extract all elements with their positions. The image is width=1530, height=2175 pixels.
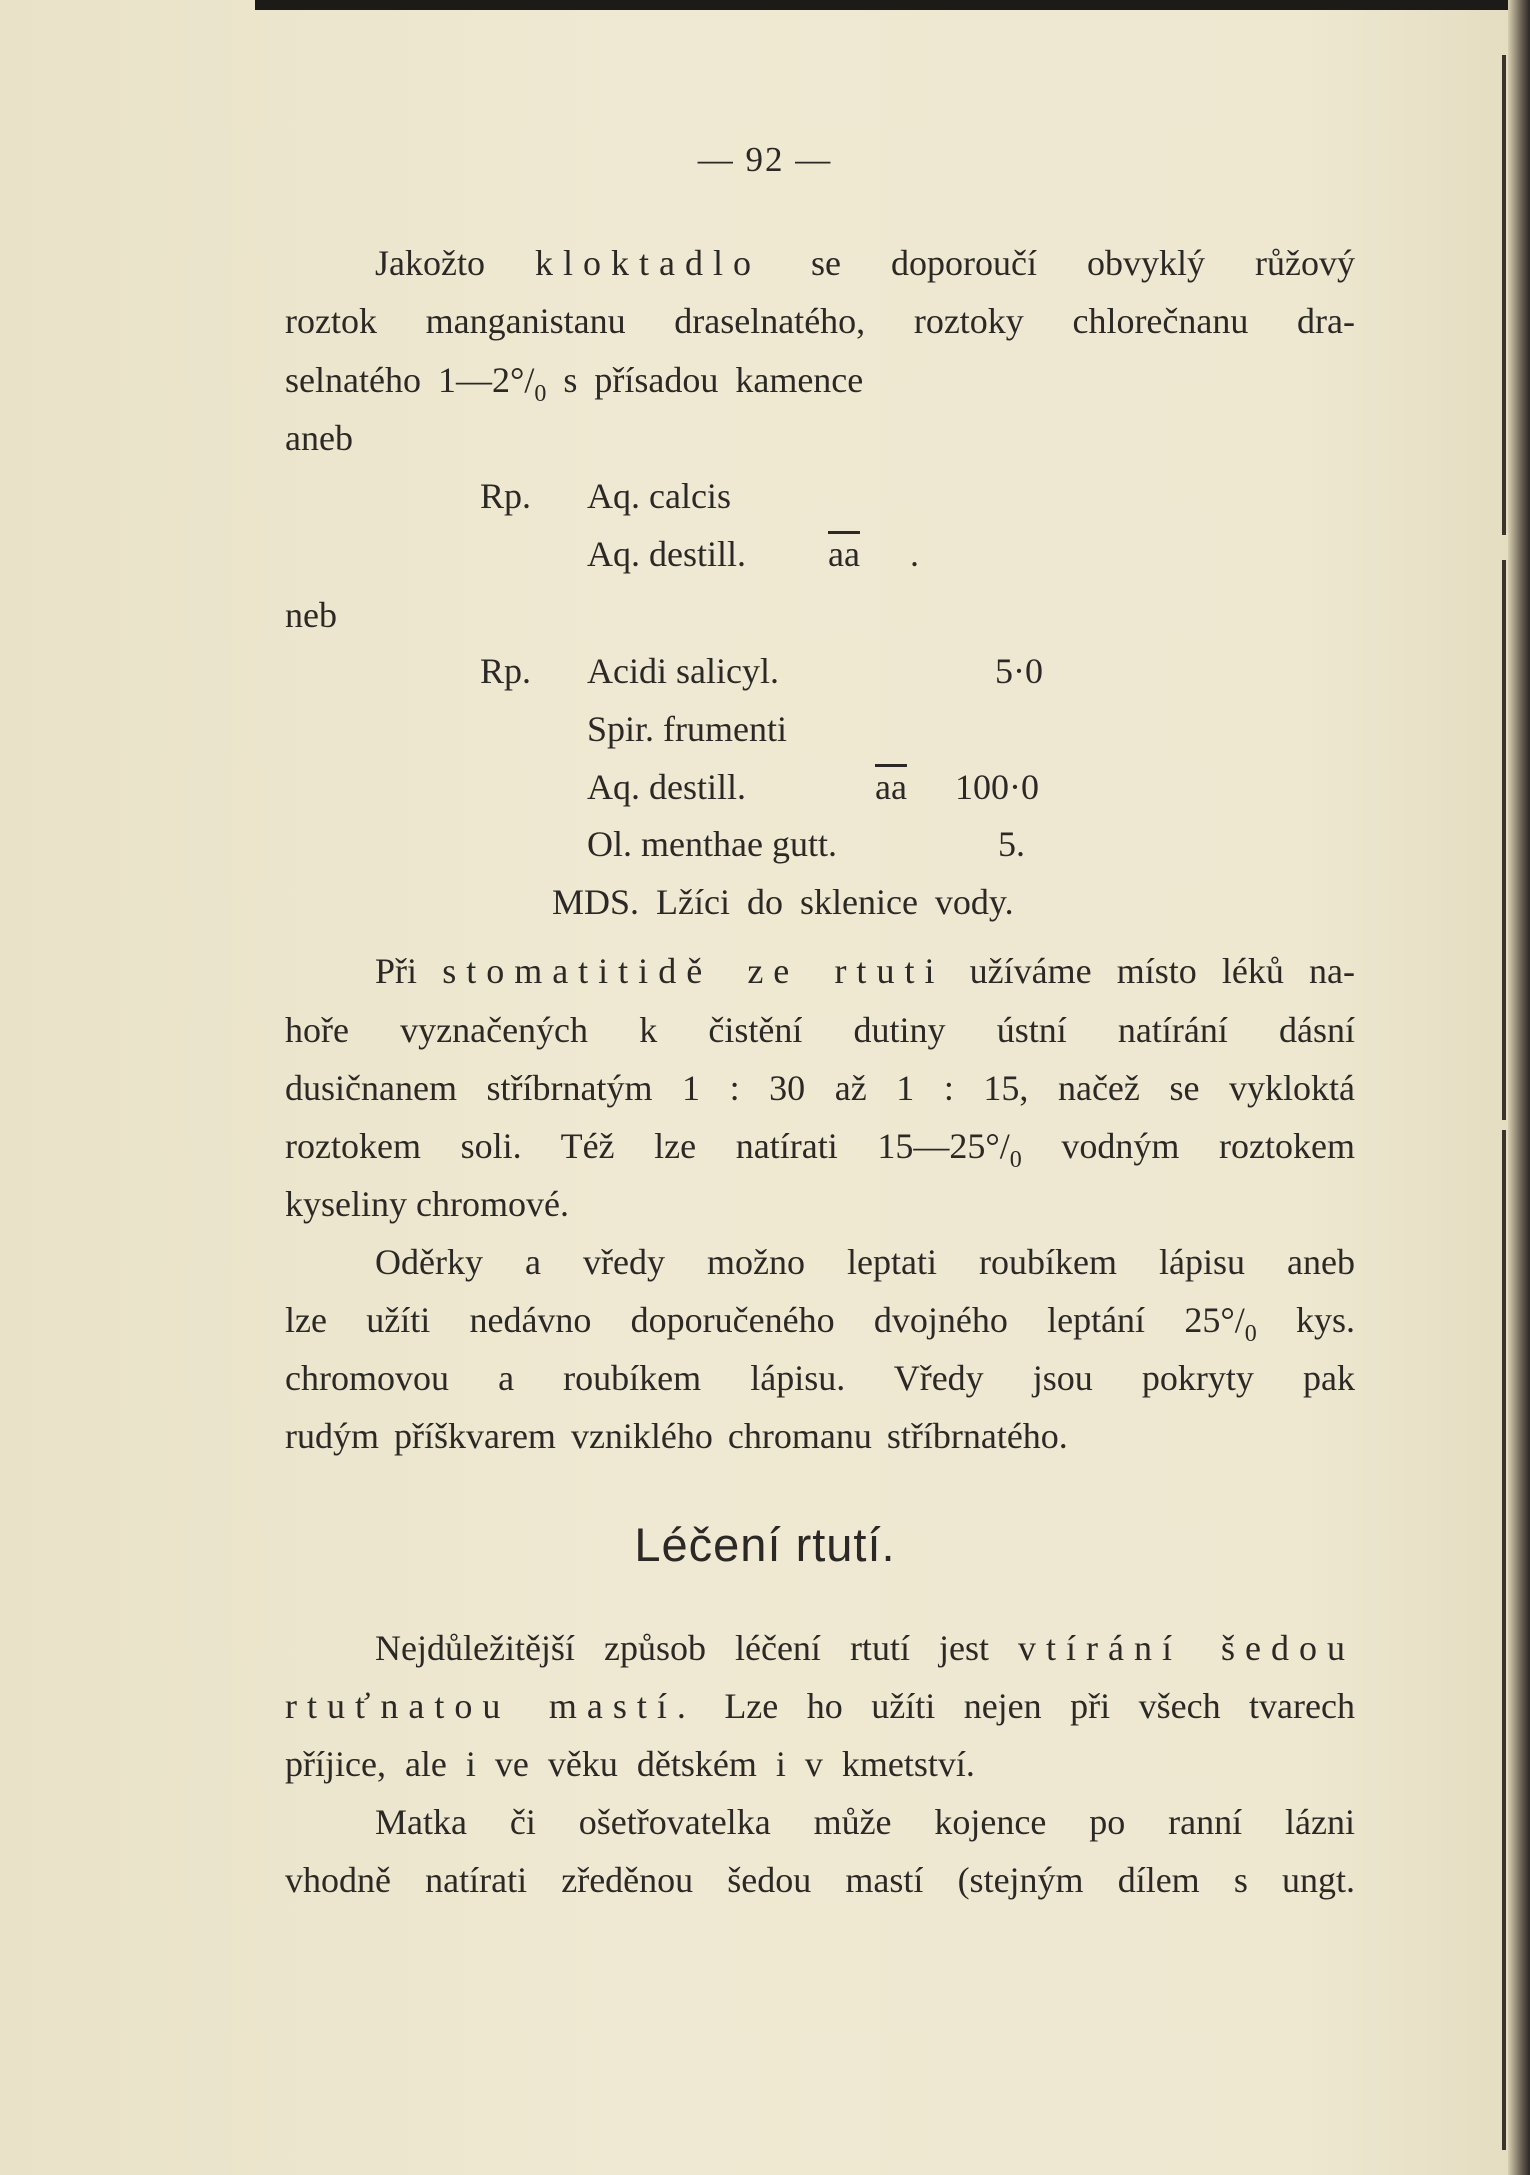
recipe-dot: . [910,534,919,574]
section-heading: Léčení rtutí. [634,1518,896,1571]
text-line: Jakožto kloktadlo se doporoučí obvyklý růžový [375,243,1356,283]
text-line: aneb [285,418,353,458]
book-spine-edge [1508,0,1530,2175]
text-line: roztokem soli. Též lze natírati $15—25^\circ/_0$ vodným roztokem [285,1126,1355,1173]
recipe-item: Spir. frumenti [587,709,787,749]
text-line: dusičnanem stříbrnatým 1 : 30 až 1 : 15, načež se vykloktá [285,1068,1355,1108]
recipe-item: Aq. calcis [587,476,731,516]
recipe-label: Rp. [480,476,532,516]
margin-line [1502,55,1506,535]
text-line: lze užíti nedávno doporučeného dvojného leptání $25^\circ/_0$ kys. [285,1300,1356,1347]
recipe-aa: $\overline{aa}$ [875,767,907,807]
text-line: Oděrky a vředy možno leptati roubíkem lápisu aneb [375,1242,1355,1282]
text-line: selnatého $1—2^\circ/_0$ s přísadou kamence [285,360,864,407]
top-edge [255,0,1525,10]
page-number: — 92 — [697,140,833,179]
text-line: neb [285,595,337,635]
text-line: rtuťnatou mastí. Lze ho užíti nejen při všech tvarech [285,1686,1355,1726]
recipe-dose: 5·0 [995,651,1043,691]
text-line: vhodně natírati zředěnou šedou mastí (stejným dílem s ungt. [285,1860,1355,1900]
text-line: rudým příškvarem vzniklého chromanu stříbrnatého. [285,1416,1068,1456]
recipe-item: Acidi salicyl. [587,651,779,691]
text-line: chromovou a roubíkem lápisu. Vředy jsou pokryty pak [285,1358,1355,1398]
text-line: Nejdůležitější způsob léčení rtutí jest vtírání šedou [375,1628,1355,1668]
recipe-item: Aq. destill. [587,534,746,574]
recipe-dose: 5. [998,824,1025,864]
text-line: kyseliny chromové. [285,1184,569,1224]
recipe-aa: $\overline{aa}$ [828,534,860,574]
recipe-dose: 100·0 [955,767,1039,807]
text-line: hoře vyznačených k čistění dutiny ústní natírání dásní [285,1010,1355,1050]
text-line: roztok manganistanu draselnatého, roztoky chlorečnanu dra- [285,301,1355,341]
recipe-label: Rp. [480,651,532,691]
text-line: příjice, ale i ve věku dětském i v kmetství. [285,1744,975,1784]
margin-line [1502,1130,1506,2150]
margin-line [1502,560,1506,1120]
recipe-item: Ol. menthae gutt. [587,824,837,864]
text-line: Při stomatitidě ze rtuti užíváme místo léků na- [375,951,1356,991]
recipe-signature: MDS. Lžíci do sklenice vody. [552,882,1014,922]
recipe-item: Aq. destill. [587,767,746,807]
text-line: Matka či ošetřovatelka může kojence po ranní lázni [375,1802,1355,1842]
